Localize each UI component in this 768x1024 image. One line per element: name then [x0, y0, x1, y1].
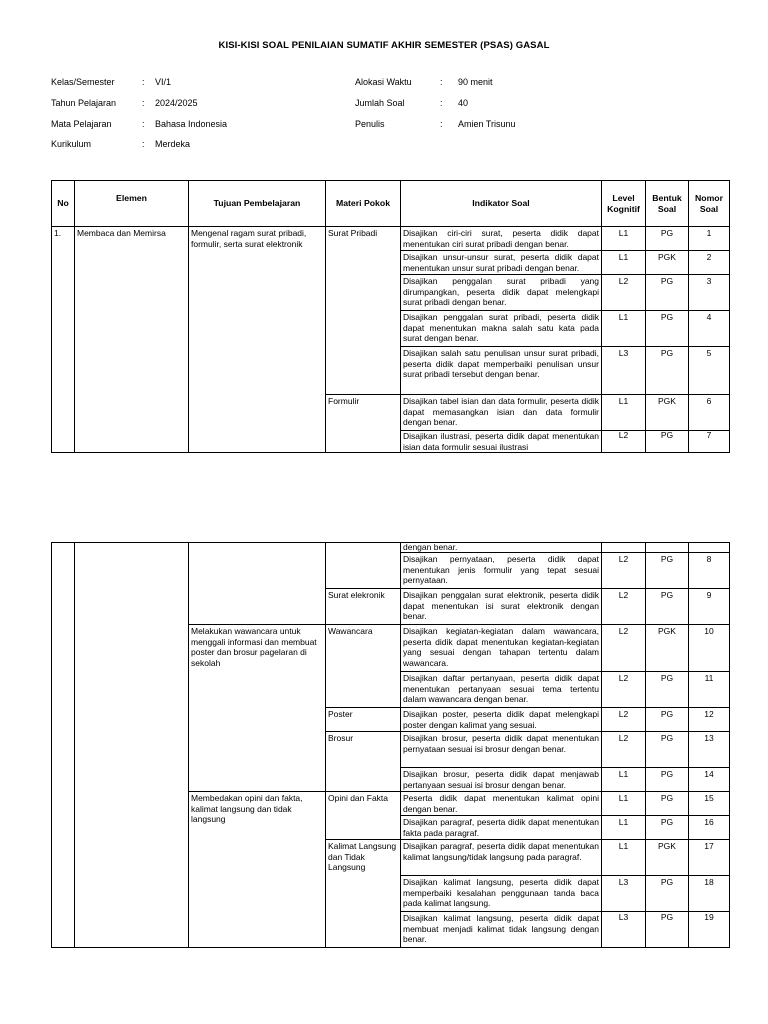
cell-bentuk: PG	[646, 589, 689, 625]
cell-level: L3	[602, 876, 646, 912]
cell-indikator: Disajikan kalimat langsung, peserta didik dapat membuat menjadi kalimat tidak langsung dengan benar.	[401, 912, 602, 948]
cell-nomor: 10	[689, 625, 730, 672]
meta-value-kurikulum: Merdeka	[155, 139, 191, 149]
cell-indikator: Disajikan poster, peserta didik dapat melengkapi poster dengan kalimat yang sesuai.	[401, 708, 602, 732]
kisi-table-page-1	[51, 180, 730, 453]
cell-nomor: 14	[689, 768, 730, 792]
header-nomor: Nomor Soal	[689, 181, 730, 227]
meta-value-mapel: Bahasa Indonesia	[155, 119, 228, 129]
cell-no-cont	[52, 543, 75, 948]
cell-nomor: 7	[689, 431, 730, 453]
cell-level: L3	[602, 912, 646, 948]
meta-colon: :	[142, 98, 145, 108]
cell-bentuk: PG	[646, 816, 689, 840]
cell-indikator: Disajikan paragraf, peserta didik dapat menentukan kalimat langsung/tidak langsung pada paragraf.	[401, 840, 602, 876]
cell-nomor: 11	[689, 672, 730, 708]
meta-colon: :	[142, 139, 145, 149]
cell-bentuk: PG	[646, 431, 689, 453]
header-level: Level Kognitif	[602, 181, 646, 227]
cell-nomor-cont	[689, 543, 730, 553]
cell-materi-formulir-cont	[326, 543, 401, 589]
meta-colon: :	[142, 119, 145, 129]
header-no: No	[52, 181, 75, 227]
cell-elemen: Membaca dan Memirsa	[75, 227, 189, 453]
cell-nomor: 9	[689, 589, 730, 625]
cell-level: L2	[602, 625, 646, 672]
meta-label-tahun: Tahun Pelajaran	[51, 98, 117, 108]
cell-indikator: Disajikan kalimat langsung, peserta didik dapat memperbaiki kesalahan penggunaan tanda baca pada kalimat langsung.	[401, 876, 602, 912]
cell-level: L1	[602, 792, 646, 816]
cell-indikator: Disajikan ciri-ciri surat, peserta didik dapat menentukan ciri surat pribadi dengan benar.	[401, 227, 602, 251]
meta-label-kelas: Kelas/Semester	[51, 77, 115, 87]
cell-nomor: 17	[689, 840, 730, 876]
cell-indikator: Disajikan unsur-unsur surat, peserta didik dapat menentukan unsur surat pribadi dengan benar.	[401, 251, 602, 275]
meta-value-tahun: 2024/2025	[155, 98, 198, 108]
meta-value-kelas: VI/1	[155, 77, 172, 87]
cell-nomor: 2	[689, 251, 730, 275]
header-elemen: Elemen	[75, 181, 189, 227]
cell-level: L1	[602, 840, 646, 876]
cell-level: L2	[602, 708, 646, 732]
document-title: KISI-KISI SOAL PENILAIAN SUMATIF AKHIR SEMESTER (PSAS) GASAL	[218, 40, 550, 51]
cell-indikator: Disajikan penggalan surat elektronik, peserta didik dapat menentukan isi surat elektronik dengan benar.	[401, 589, 602, 625]
cell-indikator: Disajikan penggalan surat pribadi yang dirumpangkan, peserta didik dapat melengkapi surat pribadi dengan benar.	[401, 275, 602, 311]
cell-indikator: Disajikan pernyataan, peserta didik dapat menentukan jenis formulir yang tepat sesuai pernyataan.	[401, 553, 602, 589]
cell-indikator: Disajikan brosur, peserta didik dapat menentukan pernyataan sesuai isi brosur dengan benar.	[401, 732, 602, 768]
header-materi: Materi Pokok	[326, 181, 401, 227]
header-bentuk: Bentuk Soal	[646, 181, 689, 227]
cell-indikator: Disajikan daftar pertanyaan, peserta didik dapat menentukan pertanyaan sesuai tema tertentu dalam wawancara dengan benar.	[401, 672, 602, 708]
meta-label-penulis: Penulis	[355, 119, 385, 129]
cell-nomor: 15	[689, 792, 730, 816]
cell-indikator-cont: dengan benar.	[401, 543, 602, 553]
cell-nomor: 6	[689, 395, 730, 431]
cell-nomor: 12	[689, 708, 730, 732]
meta-value-alokasi: 90 menit	[458, 77, 493, 87]
meta-value-penulis: Amien Trisunu	[458, 119, 516, 129]
cell-bentuk: PGK	[646, 395, 689, 431]
cell-indikator: Disajikan kegiatan-kegiatan dalam wawancara, peserta didik dapat menentukan kegiatan-kegiatan yang sesuai dengan tahapan tertentu dalam wawancara.	[401, 625, 602, 672]
cell-tujuan-wawancara: Melakukan wawancara untuk menggali informasi dan membuat poster dan brosur pagelaran di sekolah	[189, 625, 326, 792]
cell-nomor: 13	[689, 732, 730, 768]
cell-tujuan-cont	[189, 543, 326, 625]
cell-bentuk: PG	[646, 732, 689, 768]
cell-indikator: Disajikan tabel isian dan data formulir, peserta didik dapat memasangkan isian dan data formulir dengan benar.	[401, 395, 602, 431]
cell-nomor: 5	[689, 347, 730, 395]
meta-label-mapel: Mata Pelajaran	[51, 119, 112, 129]
cell-level: L2	[602, 589, 646, 625]
cell-bentuk: PG	[646, 792, 689, 816]
cell-indikator: Disajikan penggalan surat pribadi, peserta didik dapat menentukan makna salah satu kata pada surat dengan benar.	[401, 311, 602, 347]
cell-bentuk: PG	[646, 708, 689, 732]
cell-indikator: Disajikan brosur, peserta didik dapat menjawab pertanyaan sesuai isi brosur dengan benar.	[401, 768, 602, 792]
meta-colon: :	[440, 119, 443, 129]
cell-bentuk: PGK	[646, 840, 689, 876]
cell-materi-surat-elekronik: Surat elekronik	[326, 589, 401, 625]
cell-tujuan-opini: Membedakan opini dan fakta, kalimat langsung dan tidak langsung	[189, 792, 326, 948]
cell-indikator: Peserta didik dapat menentukan kalimat opini dengan benar.	[401, 792, 602, 816]
cell-nomor: 18	[689, 876, 730, 912]
cell-materi-kalimat-langsung: Kalimat Langsung dan Tidak Langsung	[326, 840, 401, 948]
cell-level: L1	[602, 816, 646, 840]
cell-level: L2	[602, 732, 646, 768]
meta-colon: :	[440, 98, 443, 108]
cell-materi-wawancara: Wawancara	[326, 625, 401, 708]
header-tujuan: Tujuan Pembelajaran	[189, 181, 326, 227]
cell-indikator: Disajikan ilustrasi, peserta didik dapat menentukan isian data formulir sesuai ilustrasi	[403, 431, 599, 452]
cell-indikator: Disajikan paragraf, peserta didik dapat menentukan fakta pada paragraf.	[401, 816, 602, 840]
cell-bentuk: PG	[646, 227, 689, 251]
cell-bentuk: PG	[646, 768, 689, 792]
cell-nomor: 1	[689, 227, 730, 251]
cell-materi-surat-pribadi: Surat Pribadi	[326, 227, 401, 395]
cell-bentuk: PGK	[646, 625, 689, 672]
cell-bentuk: PG	[646, 311, 689, 347]
cell-nomor: 16	[689, 816, 730, 840]
cell-level: L2	[602, 431, 646, 453]
cell-nomor: 19	[689, 912, 730, 948]
cell-materi-opini-fakta: Opini dan Fakta	[326, 792, 401, 840]
cell-level: L2	[602, 553, 646, 589]
cell-level: L1	[602, 395, 646, 431]
cell-tujuan: Mengenal ragam surat pribadi, formulir, serta surat elektronik	[189, 227, 326, 453]
cell-bentuk: PG	[646, 672, 689, 708]
cell-level-cont	[602, 543, 646, 553]
meta-value-jumlah: 40	[458, 98, 469, 108]
cell-bentuk: PG	[646, 553, 689, 589]
cell-indikator: Disajikan salah satu penulisan unsur surat pribadi, peserta didik dapat memperbaiki penulisan unsur surat pribadi tersebut dengan benar.	[401, 347, 602, 395]
meta-label-jumlah: Jumlah Soal	[355, 98, 405, 108]
cell-materi-formulir: Formulir	[326, 395, 401, 453]
meta-colon: :	[142, 77, 145, 87]
cell-bentuk: PG	[646, 275, 689, 311]
cell-materi-brosur: Brosur	[326, 732, 401, 792]
cell-level: L1	[602, 227, 646, 251]
meta-label-kurikulum: Kurikulum	[51, 139, 92, 149]
meta-colon: :	[440, 77, 443, 87]
cell-bentuk: PG	[646, 912, 689, 948]
cell-bentuk: PGK	[646, 251, 689, 275]
cell-nomor: 8	[689, 553, 730, 589]
cell-bentuk: PG	[646, 876, 689, 912]
cell-bentuk: PG	[646, 347, 689, 395]
cell-level: L1	[602, 311, 646, 347]
cell-no: 1.	[52, 227, 75, 453]
kisi-table-page-2	[51, 542, 730, 948]
cell-nomor: 4	[689, 311, 730, 347]
cell-level: L3	[602, 347, 646, 395]
cell-level: L1	[602, 251, 646, 275]
cell-materi-poster: Poster	[326, 708, 401, 732]
cell-bentuk-cont	[646, 543, 689, 553]
cell-level: L1	[602, 768, 646, 792]
cell-elemen-cont	[75, 543, 189, 948]
meta-label-alokasi: Alokasi Waktu	[355, 77, 412, 87]
header-indikator: Indikator Soal	[401, 181, 602, 227]
cell-nomor: 3	[689, 275, 730, 311]
cell-level: L2	[602, 672, 646, 708]
cell-level: L2	[602, 275, 646, 311]
